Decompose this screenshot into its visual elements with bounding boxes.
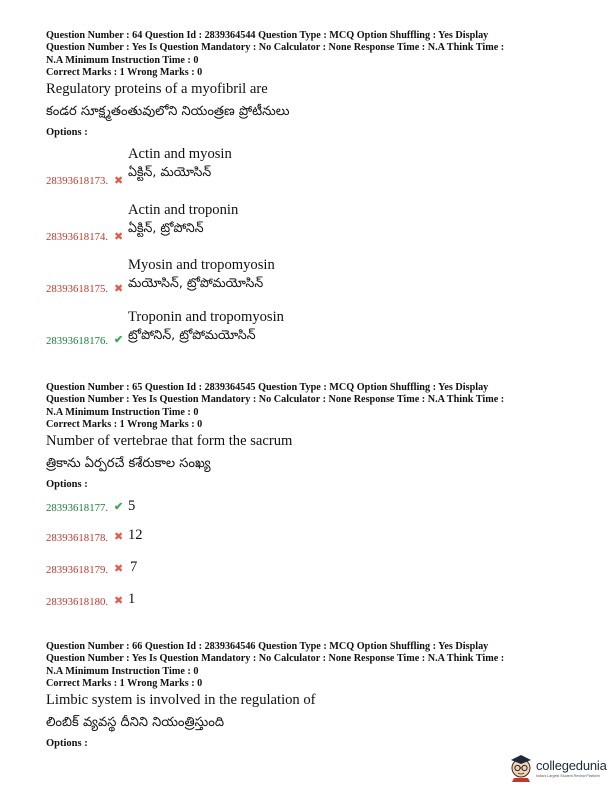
option-id: 28393618177.: [46, 502, 109, 514]
correct-check-icon: ✔: [114, 501, 124, 513]
question-text-telugu: కండర సూక్ష్మతంతువులోని నియంత్రణ ప్రోటీనులు: [46, 103, 290, 119]
option-value: 5: [128, 498, 136, 514]
marks-line: Correct Marks : 1 Wrong Marks : 0: [46, 678, 203, 690]
option-text-english: Actin and troponin: [128, 202, 239, 218]
wrong-mark-icon: ✖: [114, 231, 124, 243]
option-text-telugu: ట్రోపోనిన్, ట్రోపోమయోసిన్: [128, 327, 256, 342]
question-meta-line: Question Number : 65 Question Id : 2839364545 Question Type : MCQ Option Shuffling : Yes Display: [46, 382, 489, 393]
option-id: 28393618174.: [46, 231, 109, 243]
logo-tagline: India's Largest Student Review Platform: [536, 774, 600, 778]
question-meta-line: N.A Minimum Instruction Time : 0: [46, 406, 199, 418]
option-id: 28393618179.: [46, 564, 109, 576]
question-64: [46, 30, 588, 139]
correct-check-icon: ✔: [114, 334, 124, 346]
options-label: Options :: [46, 737, 88, 749]
wrong-mark-icon: ✖: [114, 175, 124, 187]
question-meta-line: Question Number : Yes Is Question Mandatory : No Calculator : None Response Time : N.A Think Time :: [46, 394, 505, 406]
option-text-telugu: ఏక్టిన్, ట్రోపోనిన్: [128, 220, 204, 235]
option-id: 28393618176.: [46, 335, 109, 347]
option-id: 28393618173.: [46, 175, 109, 187]
collegedunia-logo: [508, 752, 608, 788]
marks-line: Correct Marks : 1 Wrong Marks : 0: [46, 419, 203, 431]
question-meta-line: N.A Minimum Instruction Time : 0: [46, 54, 199, 66]
options-label: Options :: [46, 478, 88, 490]
logo-wordmark: collegedunia: [536, 758, 607, 773]
option-value: 12: [128, 527, 143, 543]
question-meta-line: Question Number : 66 Question Id : 2839364546 Question Type : MCQ Option Shuffling : Yes Display: [46, 641, 489, 652]
question-65: [46, 382, 588, 491]
question-meta-line: Question Number : Yes Is Question Mandatory : No Calculator : None Response Time : N.A Think Time :: [46, 653, 505, 665]
question-66: [46, 641, 588, 750]
wrong-mark-icon: ✖: [114, 563, 124, 575]
option-text-telugu: ఏక్టిన్, మయోసిన్: [128, 164, 212, 179]
option-value: 7: [130, 559, 138, 575]
question-text-telugu: త్రికాను ఏర్పరచే కశేరుకాల సంఖ్య: [46, 455, 211, 471]
question-meta-line: N.A Minimum Instruction Time : 0: [46, 665, 199, 677]
wrong-mark-icon: ✖: [114, 283, 124, 295]
wrong-mark-icon: ✖: [114, 595, 124, 607]
question-meta-line: Question Number : 64 Question Id : 2839364544 Question Type : MCQ Option Shuffling : Yes Display: [46, 30, 489, 41]
option-text-english: Myosin and tropomyosin: [128, 257, 275, 273]
question-text-english: Limbic system is involved in the regulation of: [46, 691, 316, 708]
wrong-mark-icon: ✖: [114, 531, 124, 543]
question-text-english: Number of vertebrae that form the sacrum: [46, 432, 293, 449]
graduate-avatar-icon: [508, 752, 534, 782]
marks-line: Correct Marks : 1 Wrong Marks : 0: [46, 67, 203, 79]
option-text-english: Troponin and tropomyosin: [128, 309, 284, 325]
options-label: Options :: [46, 126, 88, 138]
option-id: 28393618178.: [46, 532, 109, 544]
question-text-telugu: లింబిక్ వ్యవస్థ దీనిని నియంత్రిస్తుంది: [46, 714, 225, 730]
option-id: 28393618175.: [46, 283, 109, 295]
option-id: 28393618180.: [46, 596, 109, 608]
question-meta-line: Question Number : Yes Is Question Mandatory : No Calculator : None Response Time : N.A Think Time :: [46, 42, 505, 54]
option-text-english: Actin and myosin: [128, 146, 232, 162]
option-text-telugu: మయోసిన్, ట్రోపోమయోసిన్: [128, 275, 264, 290]
option-value: 1: [128, 591, 136, 607]
question-text-english: Regulatory proteins of a myofibril are: [46, 80, 268, 97]
